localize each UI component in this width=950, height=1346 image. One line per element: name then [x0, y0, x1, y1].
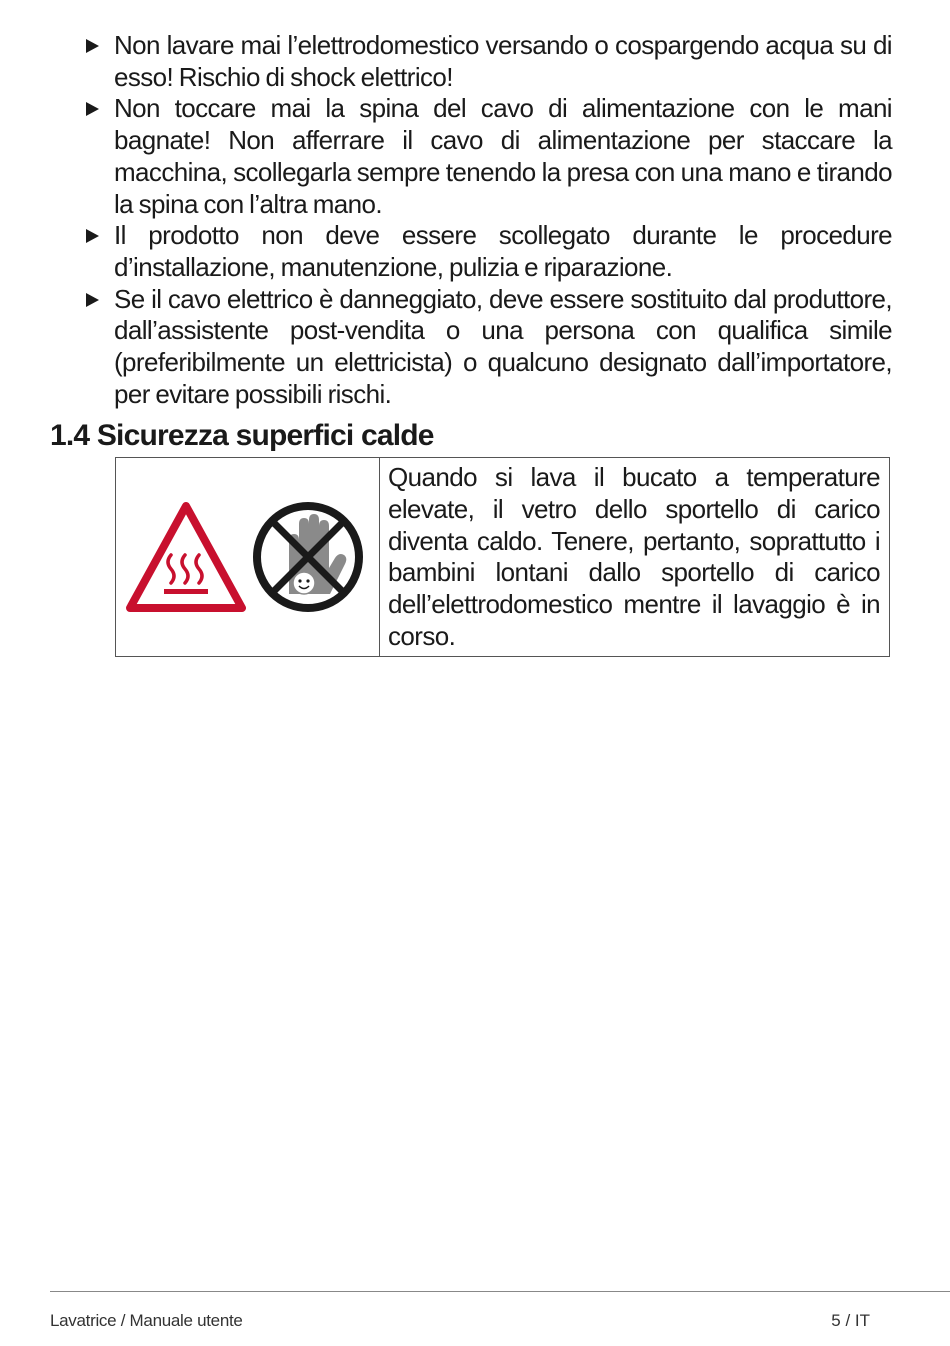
- hot-surface-warning-icon: [130, 506, 242, 608]
- triangle-bullet-icon: [86, 229, 99, 243]
- bullet-text: Se il cavo elettrico è danneggiato, deve essere sostituito dal produttore, dall’assistente post-vendita o una persona con qualifica simile (preferibilmente un elettricista) o qualcuno designato dall’importatore, per evitare possibili rischi.: [114, 283, 892, 409]
- safety-bullet-list: [84, 30, 892, 410]
- triangle-bullet-icon: [86, 102, 99, 116]
- section-title: 1.4 Sicurezza superfici calde: [50, 419, 434, 452]
- no-children-hand-icon: [257, 506, 359, 608]
- list-item: [84, 220, 892, 283]
- bullet-text: Non toccare mai la spina del cavo di alimentazione con le mani bagnate! Non afferrare il cavo di alimentazione per staccare la macchina, scollegarla sempre tenendo la presa con una mano e tirando la spina con l’altra mano.: [114, 93, 892, 219]
- warning-icons-cell: [116, 458, 380, 656]
- list-item: [84, 284, 892, 411]
- triangle-bullet-icon: [86, 293, 99, 307]
- footer-divider: [50, 1291, 950, 1292]
- warning-icons: [116, 458, 378, 656]
- hot-surface-warning-table: [115, 457, 890, 657]
- footer-page-number: 5 / IT: [831, 1311, 870, 1330]
- triangle-bullet-icon: [86, 39, 99, 53]
- warning-text: Quando si lava il bucato a temperature elevate, il vetro dello sportello di carico diventa caldo. Tenere, pertanto, soprattutto i bambini lontani dallo sportello di carico dell’elettrodomestico mentre il lavaggio è in corso.: [388, 462, 880, 651]
- bullet-text: Non lavare mai l’elettrodomestico versando o cospargendo acqua su di esso! Rischio di shock elettrico!: [114, 30, 892, 92]
- footer-manual-title: Lavatrice / Manuale utente: [50, 1311, 243, 1330]
- list-item: [84, 30, 892, 93]
- list-item: [84, 93, 892, 220]
- bullet-text: Il prodotto non deve essere scollegato durante le procedure d’installazione, manutenzione, pulizia e riparazione.: [114, 220, 892, 282]
